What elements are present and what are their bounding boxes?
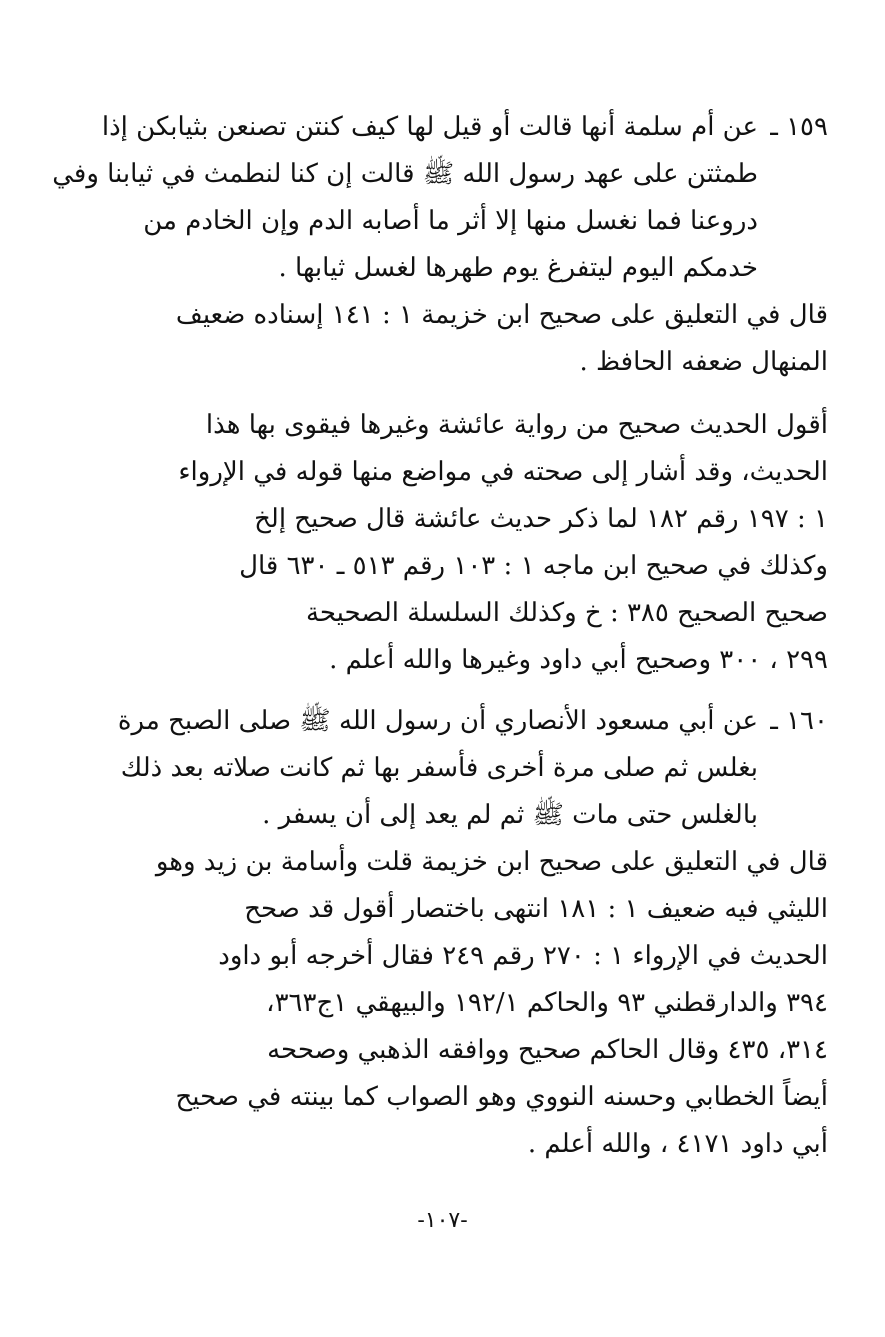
hadith-159-verdict <box>128 402 828 684</box>
hadith-text-line: دروعنا فما نغسل منها إلا أثر ما أصابه الدم وإن الخادم من <box>143 206 758 236</box>
page-number: -١٠٧- <box>417 1208 468 1233</box>
hadith-160-first-line <box>117 698 828 745</box>
hadith-text-line: طمثتن على عهد رسول الله ﷺ قالت إن كنا لنطمث في ثيابنا وفي <box>52 159 758 189</box>
verdict-line: الحديث، وقد أشار إلى صحته في مواضع منها قوله في الإرواء <box>178 457 828 487</box>
hadith-text-line: عن أم سلمة أنها قالت أو قيل لها كيف كنتن تصنعن بثيابكن إذا <box>101 112 758 142</box>
commentary-line: ٣١٤، ٤٣٥ وقال الحاكم صحيح ووافقه الذهبي وصححه <box>267 1035 828 1065</box>
commentary-line: الليثي فيه ضعيف ١ : ١٨١ انتهى باختصار أقول قد صحح <box>244 894 828 924</box>
hadith-text-line: بالغلس حتى مات ﷺ ثم لم يعد إلى أن يسفر . <box>262 800 758 830</box>
hadith-text-line: عن أبي مسعود الأنصاري أن رسول الله ﷺ صلى الصبح مرة <box>117 706 758 736</box>
commentary-line: أبي داود ٤١٧١ ، والله أعلم . <box>527 1129 828 1159</box>
hadith-text-line: بغلس ثم صلى مرة أخرى فأسفر بها ثم كانت صلاته بعد ذلك <box>120 753 758 783</box>
commentary-line: قال في التعليق على صحيح ابن خزيمة قلت وأسامة بن زيد وهو <box>155 847 828 877</box>
hadith-number: ١٦٠ ـ <box>770 706 828 736</box>
hadith-159 <box>52 104 828 386</box>
commentary-line: الحديث في الإرواء ١ : ٢٧٠ رقم ٢٤٩ فقال أخرجه أبو داود <box>218 941 828 971</box>
verdict-line: وكذلك في صحيح ابن ماجه ١ : ١٠٣ رقم ٥١٣ ـ ٦٣٠ قال <box>239 551 828 581</box>
verdict-line: صحيح الصحيح ٣٨٥ : خ وكذلك السلسلة الصحيحة <box>305 598 828 628</box>
hadith-text-line: خدمكم اليوم ليتفرغ يوم طهرها لغسل ثيابها . <box>278 253 758 283</box>
commentary-line: قال في التعليق على صحيح ابن خزيمة ١ : ١٤١ إسناده ضعيف <box>175 300 828 330</box>
commentary-line: المنهال ضعفه الحافظ . <box>579 347 828 377</box>
hadith-160 <box>117 698 828 1168</box>
hadith-159-first-line <box>101 104 828 151</box>
verdict-line: ٢٩٩ ، ٣٠٠ وصحيح أبي داود وغيرها والله أعلم . <box>329 645 828 675</box>
verdict-line: ١ : ١٩٧ رقم ١٨٢ لما ذكر حديث عائشة قال صحيح إلخ <box>254 504 828 534</box>
hadith-number: ١٥٩ ـ <box>770 112 828 142</box>
commentary-line: ٣٩٤ والدارقطني ٩٣ والحاكم ١٩٢/١ والبيهقي ١ج٣٦٣، <box>266 988 828 1018</box>
commentary-line: أيضاً الخطابي وحسنه النووي وهو الصواب كما بينته في صحيح <box>175 1082 828 1112</box>
verdict-line: أقول الحديث صحيح من رواية عائشة وغيرها فيقوى بها هذا <box>205 410 828 440</box>
